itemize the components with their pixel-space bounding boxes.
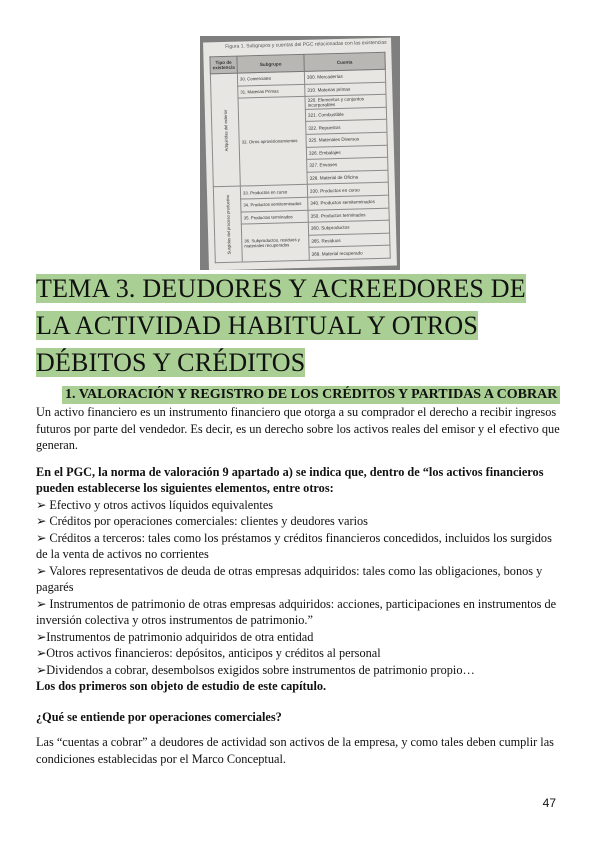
account: 328. Material de Oficina	[307, 170, 388, 185]
subgroup-34: 34. Productos semiterminados	[241, 197, 308, 211]
list-item: ➢ Valores representativos de deuda de otras empresas adquiridos: tales como las obligaciones, bonos y pagarés	[36, 563, 543, 594]
list-item: ➢ Créditos por operaciones comerciales: clientes y deudores varios	[36, 514, 368, 528]
col-cuenta: Cuenta	[304, 52, 385, 71]
photo-caption: Figura 1. Subgrupos y cuentas del PGC relacionadas con las existencias	[225, 39, 387, 50]
spacer	[36, 695, 564, 709]
col-subgrupo: Subgrupo	[237, 54, 304, 73]
list-item: ➢Instrumentos de patrimonio adquiridos de otra entidad	[36, 629, 314, 644]
account: 300. Mercaderías	[304, 69, 385, 84]
subgroup-33: 33. Productos en curso	[240, 185, 307, 199]
list-item: ➢ Créditos a terceros: tales como los préstamos y créditos financieros concedidos, incluidos los surgidos de la venta de activos no corrientes	[36, 530, 552, 561]
section-block	[36, 385, 564, 404]
account: 326. Embalajes	[306, 145, 387, 160]
account: 330. Productos en curso	[307, 183, 388, 198]
account: 322. Repuestos	[306, 120, 387, 135]
question-heading: ¿Qué se entiende por operaciones comerciales?	[36, 709, 282, 724]
account: 327. Envases	[307, 157, 388, 172]
bold-note: Los dos primeros son objeto de estudio de este capítulo.	[36, 679, 327, 693]
subgroup-31: 31. Materias Primas	[238, 84, 305, 98]
list-item: ➢Otros activos financieros: depósitos, anticipos y créditos al personal	[36, 646, 381, 660]
document-body	[36, 272, 564, 767]
photo-table	[209, 52, 390, 263]
section-heading: 1. VALORACIÓN Y REGISTRO DE LOS CRÉDITOS Y PARTIDAS A COBRAR	[62, 386, 560, 404]
account: 310. Materias primas	[305, 82, 386, 97]
subgroup-30: 30. Comerciales	[237, 71, 304, 85]
photo-page	[203, 38, 397, 270]
account: 365. Residuos	[309, 233, 390, 248]
group-b: Surgidas del proceso productivo	[213, 186, 242, 262]
list-item: ➢ Efectivo y otros activos líquidos equivalentes	[36, 497, 274, 512]
account: 360. Subproductos	[308, 220, 389, 235]
subgroup-36: 36. Subproductos, residuos y materiales recuperados	[241, 222, 309, 262]
title-block	[36, 272, 564, 383]
account: 368. Material recuperado	[309, 245, 390, 260]
chapter-title: TEMA 3. DEUDORES Y ACREEDORES DE LA ACTIVIDAD HABITUAL Y OTROS DÉBITOS Y CRÉDITOS	[36, 274, 526, 377]
spacer	[36, 725, 564, 734]
account: 340. Productos semiterminados	[308, 195, 389, 210]
page-number: 47	[542, 796, 556, 810]
spacer	[36, 454, 564, 464]
account: 321. Combustible	[305, 107, 386, 122]
subgroup-35: 35. Productos terminados	[241, 210, 308, 224]
textbook-photo	[200, 36, 400, 270]
list-item: ➢Dividendos a cobrar, desembolsos exigidos sobre instrumentos de patrimonio propio…	[36, 662, 475, 677]
col-tipo: Tipo de existencia	[210, 56, 237, 74]
account: 350. Productos terminados	[308, 208, 389, 223]
group-a: Adquiridas del exterior	[210, 73, 240, 187]
account: 325. Materiales Diversos	[306, 132, 387, 147]
paragraph-pgc: En el PGC, la norma de valoración 9 apartado a) se indica que, dentro de “los activos financieros pueden establecerse los siguientes elementos, entre otros:	[36, 464, 544, 495]
list-item: ➢ Instrumentos de patrimonio de otras empresas adquiridos: acciones, participaciones en instrumentos de inversión colectiva y otros instrumentos de patrimonio.”	[36, 596, 557, 627]
paragraph-definition: Un activo financiero es un instrumento financiero que otorga a su comprador el derecho a recibir ingresos futuros por parte del vendedor. Es decir, es un derecho sobre los activos reales del emisor y el efectivo que generan.	[36, 405, 560, 452]
subgroup-32: 32. Otros aprovisionamientos	[238, 97, 307, 187]
paragraph-cuentas: Las “cuentas a cobrar” a deudores de actividad son activos de la empresa, y como tales deben cumplir las condiciones establecidas por el Marco Conceptual.	[36, 735, 554, 766]
account: 320. Elementos y conjuntos incorporables	[305, 94, 386, 109]
